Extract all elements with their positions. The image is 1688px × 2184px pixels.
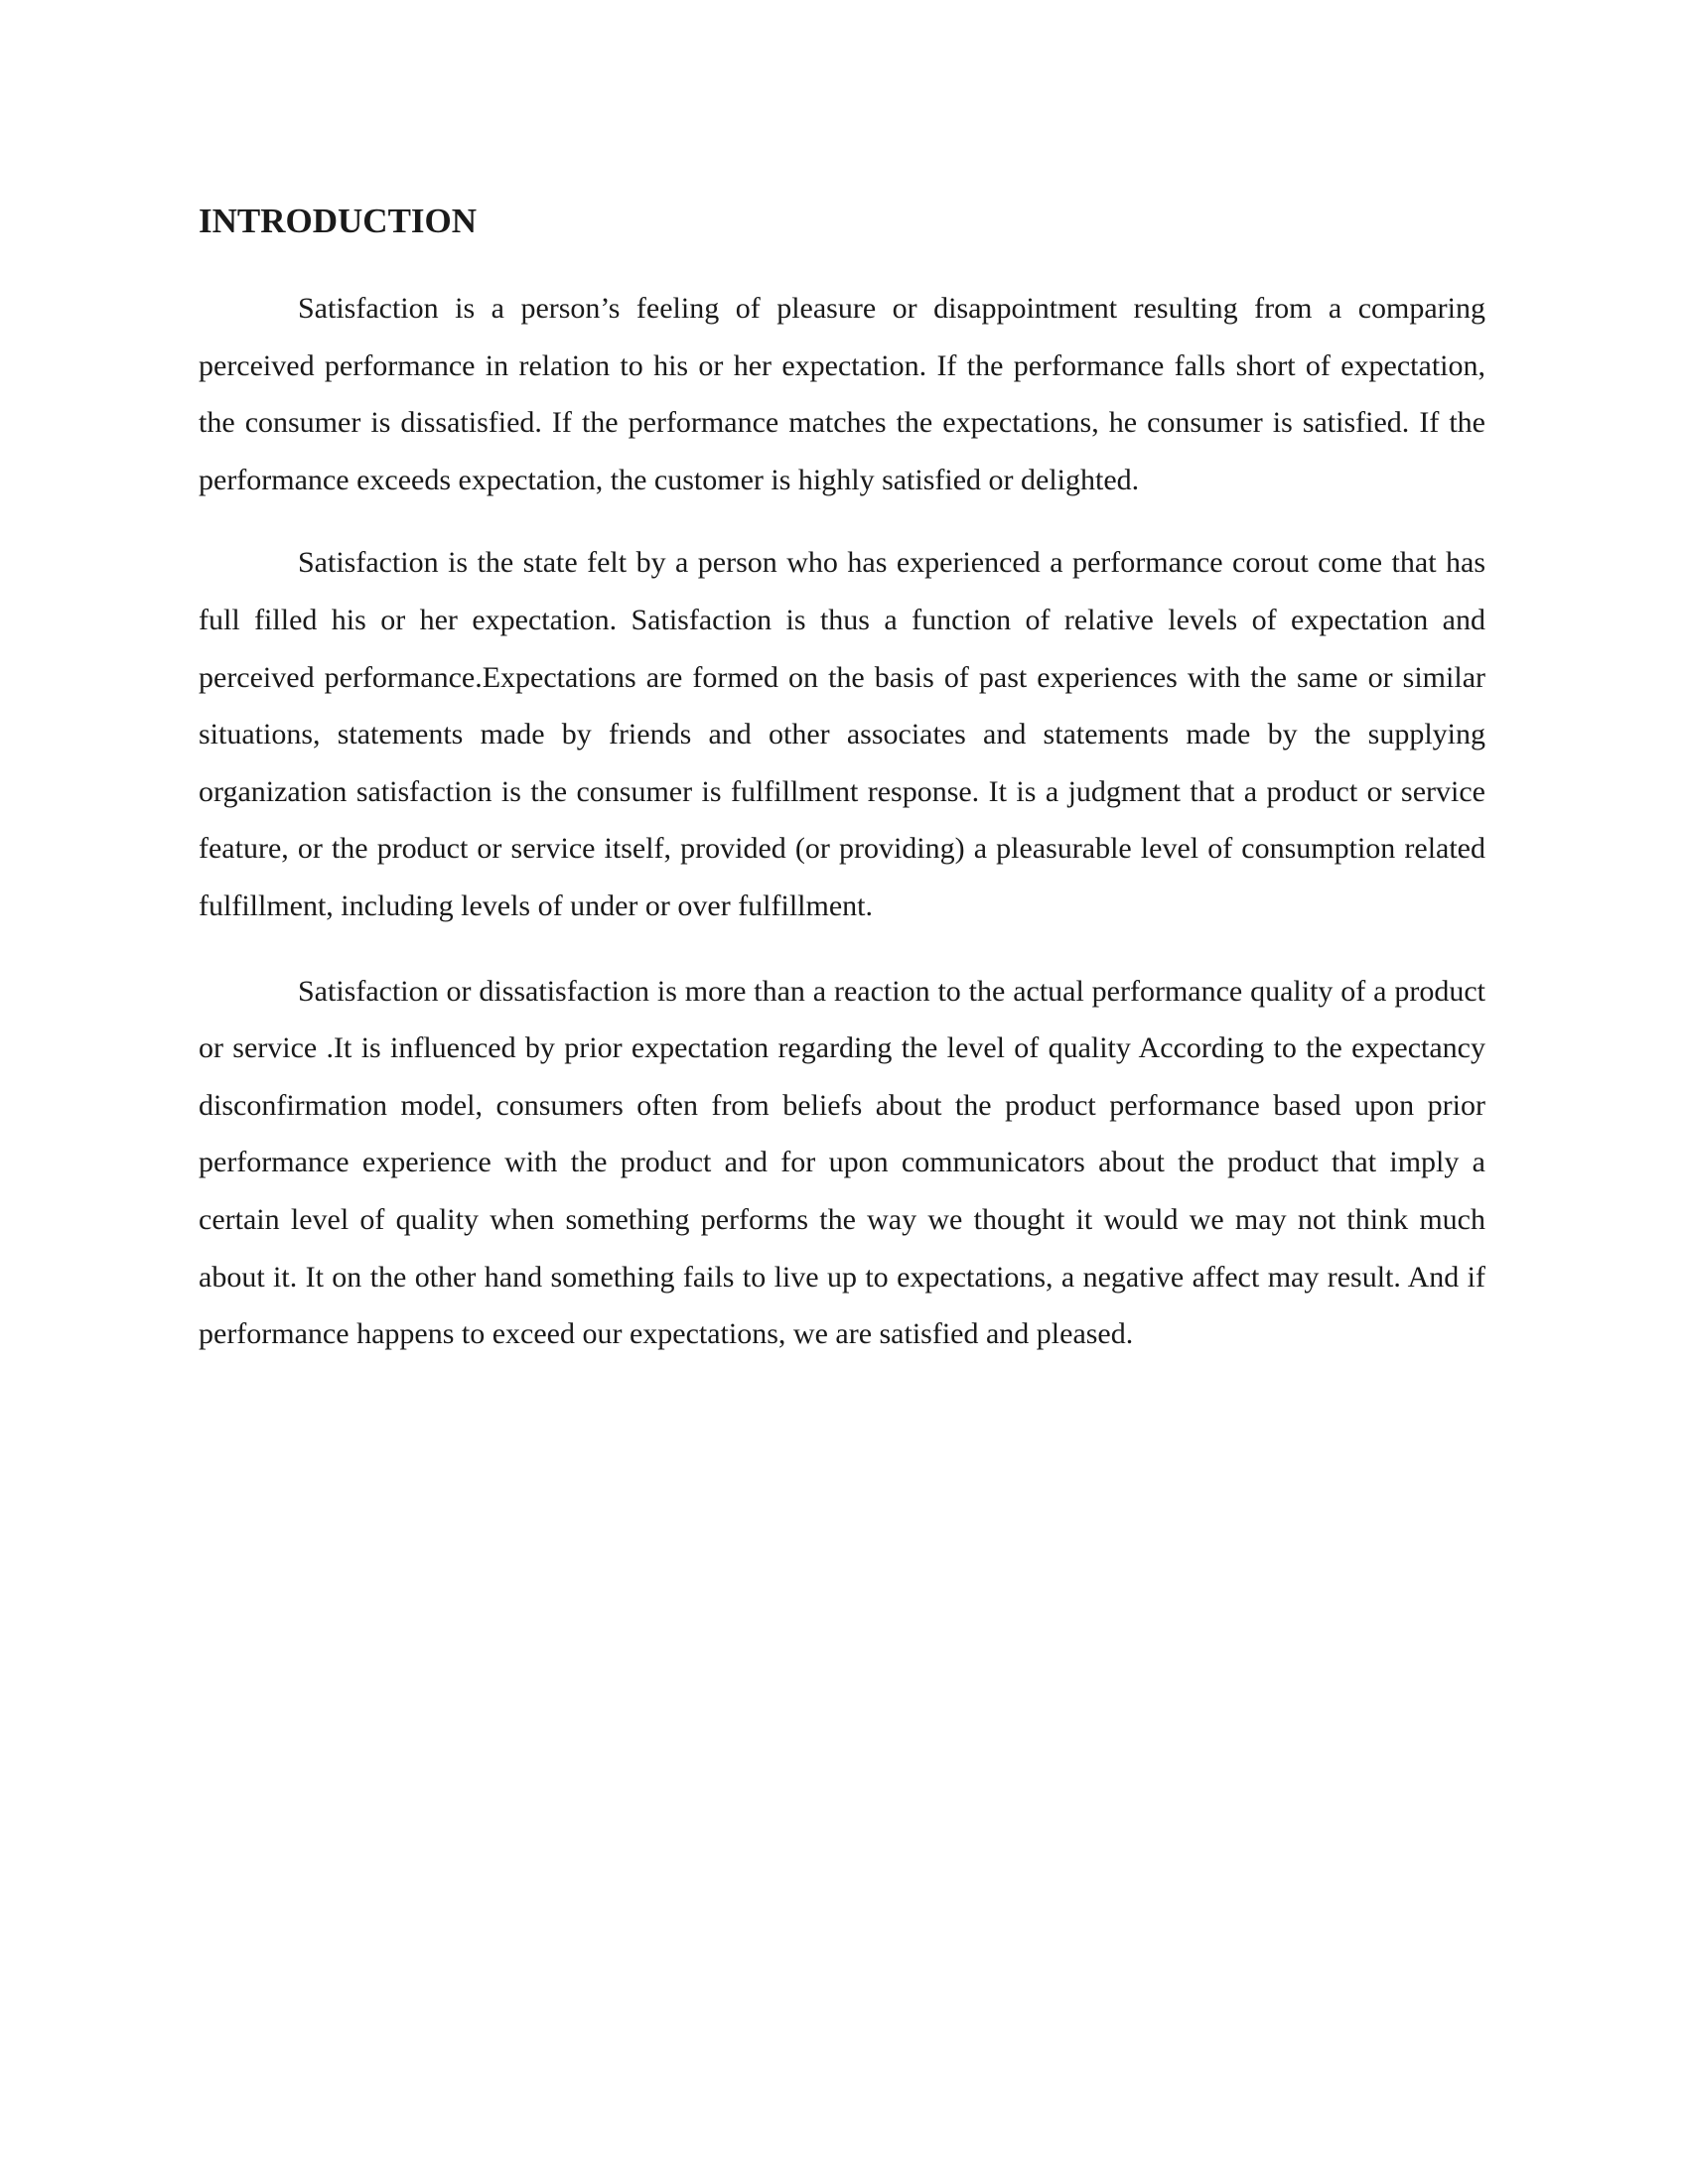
paragraph-1: Satisfaction is a person’s feeling of pleasure or disappointment resulting from a comparing perceived performance in relation to his or her expectation. If the performance falls short of expectation, the consumer is dissatisfied. If the performance matches the expectations, he consumer is satisfied. If the performance exceeds expectation, the customer is highly satisfied or delighted. — [199, 292, 1485, 496]
page-content — [199, 197, 1485, 1363]
section-heading: INTRODUCTION — [199, 202, 478, 240]
paragraph-2: Satisfaction is the state felt by a person who has experienced a performance corout come that has full filled his or her expectation. Satisfaction is thus a function of relative levels of expectation and perceived performance.Expectations are formed on the basis of past experiences with the same or similar situations, statements made by friends and other associates and statements made by the supplying organization satisfaction is the consumer is fulfillment response. It is a judgment that a product or service feature, or the product or service itself, provided (or providing) a pleasurable level of consumption related fulfillment, including levels of under or over fulfillment. — [199, 546, 1485, 922]
paragraph-3: Satisfaction or dissatisfaction is more than a reaction to the actual performance quality of a product or service .It is influenced by prior expectation regarding the level of quality According to the expectancy disconfirmation model, consumers often from beliefs about the product performance based upon prior performance experience with the product and for upon communicators about the product that imply a certain level of quality when something performs the way we thought it would we may not think much about it. It on the other hand something fails to live up to expectations, a negative affect may result. And if performance happens to exceed our expectations, we are satisfied and pleased. — [199, 974, 1485, 1351]
